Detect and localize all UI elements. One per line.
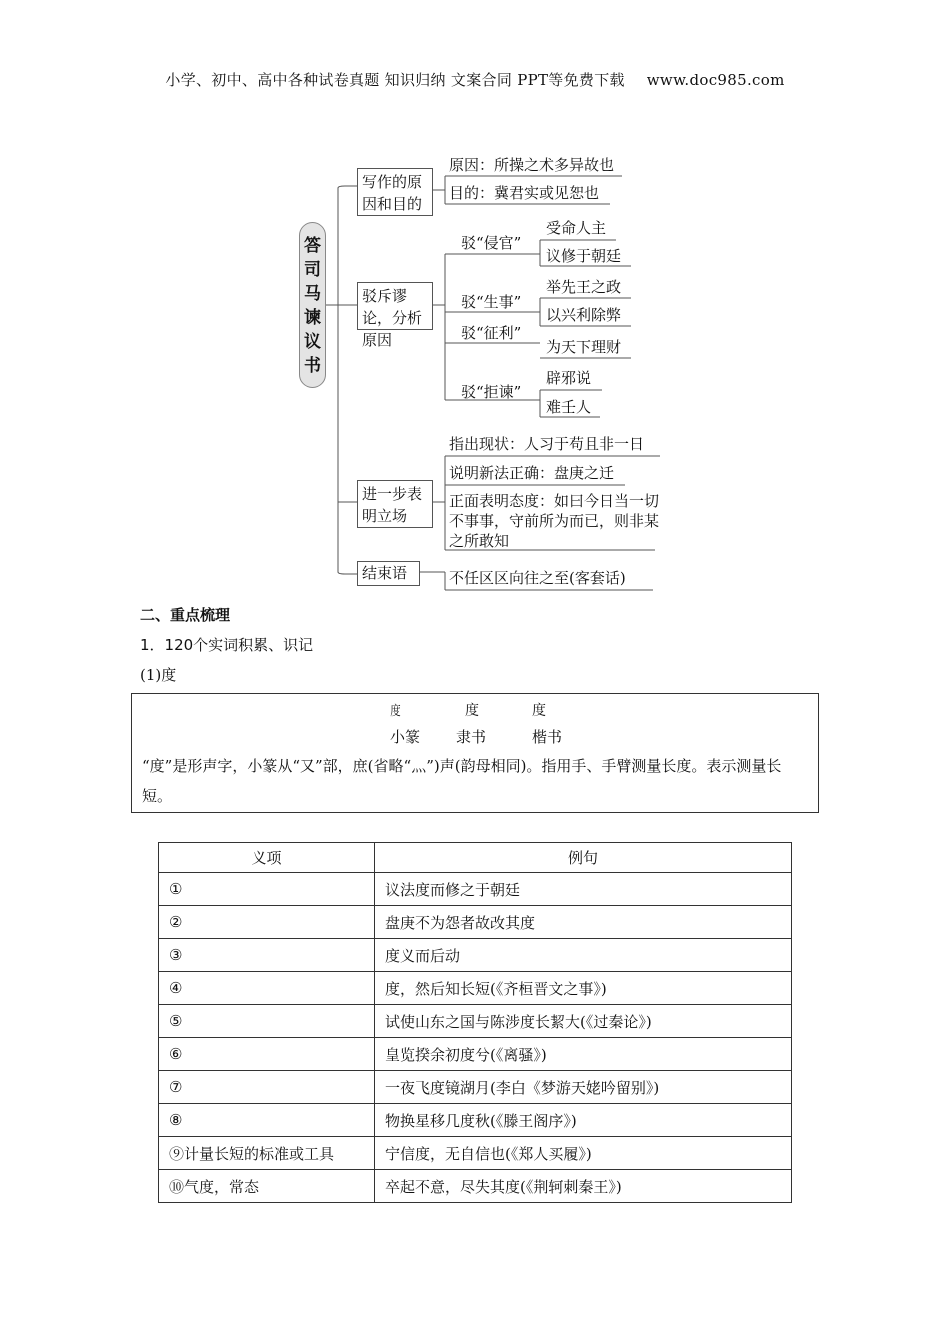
header-meaning: 义项 bbox=[159, 843, 375, 873]
example-cell: 一夜飞度镜湖月(李白《梦游天姥吟留别》) bbox=[375, 1071, 792, 1104]
example-cell: 议法度而修之于朝廷 bbox=[375, 873, 792, 906]
meaning-table bbox=[158, 842, 792, 1203]
example-cell: 度，然后知长短(《齐桓晋文之事》) bbox=[375, 972, 792, 1005]
style-regular: 楷书 bbox=[532, 728, 563, 746]
table-row bbox=[159, 939, 792, 972]
sub-shengshi: 驳“生事” bbox=[461, 293, 522, 311]
leaf-kehua: 不任区区向往之至(客套话) bbox=[449, 569, 626, 587]
style-seal: 小篆 bbox=[390, 728, 421, 746]
etymology-description: “度”是形声字，小篆从“又”部，庶(省略“灬”)声(韵母相同)。指用手、手臂测量长度。表示测量长短。 bbox=[142, 757, 782, 805]
style-clerical: 隶书 bbox=[456, 728, 487, 746]
meaning-cell: ⑧ bbox=[159, 1104, 375, 1137]
table-row bbox=[159, 906, 792, 939]
root-char: 谏 bbox=[304, 308, 321, 328]
example-cell: 卒起不意，尽失其度(《荆轲刺秦王》) bbox=[375, 1170, 792, 1203]
leaf-nanren: 难壬人 bbox=[546, 398, 592, 416]
leaf-juxian: 举先王之政 bbox=[546, 278, 622, 296]
example-cell: 皇览揆余初度兮(《离骚》) bbox=[375, 1038, 792, 1071]
table-row bbox=[159, 1038, 792, 1071]
root-char: 答 bbox=[304, 236, 321, 256]
example-cell: 盘庚不为怨者故改其度 bbox=[375, 906, 792, 939]
example-cell: 物换星移几度秋(《滕王阁序》) bbox=[375, 1104, 792, 1137]
example-cell: 度义而后动 bbox=[375, 939, 792, 972]
leaf-pixie: 辟邪说 bbox=[546, 369, 592, 387]
branch-position: 进一步表明立场 bbox=[357, 480, 433, 528]
table-row bbox=[159, 1137, 792, 1170]
meaning-cell: ⑨计量长短的标准或工具 bbox=[159, 1137, 375, 1170]
meaning-cell: ② bbox=[159, 906, 375, 939]
header-example: 例句 bbox=[375, 843, 792, 873]
leaf-xingli: 以兴利除弊 bbox=[546, 306, 622, 324]
sub-zhengli: 驳“征利” bbox=[461, 324, 522, 342]
leaf-xianzhuang: 指出现状：人习于苟且非一日 bbox=[449, 435, 645, 453]
branch-purpose: 写作的原因和目的 bbox=[357, 168, 433, 216]
meaning-cell: ① bbox=[159, 873, 375, 906]
meaning-cell: ⑥ bbox=[159, 1038, 375, 1071]
etymology-box bbox=[131, 693, 819, 813]
leaf-licai: 为天下理财 bbox=[546, 338, 622, 356]
meaning-cell: ⑩气度，常态 bbox=[159, 1170, 375, 1203]
root-char: 马 bbox=[304, 284, 321, 304]
example-cell: 试使山东之国与陈涉度长絜大(《过秦论》) bbox=[375, 1005, 792, 1038]
branch-refute: 驳斥谬论，分析原因 bbox=[357, 282, 433, 330]
meaning-cell: ④ bbox=[159, 972, 375, 1005]
glyph-clerical: 度 bbox=[465, 703, 479, 719]
table-header-row bbox=[159, 843, 792, 873]
root-char: 书 bbox=[304, 356, 321, 376]
glyph-row bbox=[132, 700, 818, 720]
header-url: www.doc985.com bbox=[646, 71, 785, 89]
section-title: 二、重点梳理 bbox=[140, 606, 231, 624]
sub-qinguan: 驳“侵官” bbox=[461, 234, 522, 252]
sub-jujian: 驳“拒谏” bbox=[461, 383, 522, 401]
table-row bbox=[159, 1005, 792, 1038]
mind-map-root bbox=[299, 222, 326, 388]
leaf-xinfa: 说明新法正确：盘庚之迁 bbox=[449, 464, 615, 482]
glyph-regular: 度 bbox=[532, 703, 546, 719]
leaf-reason: 原因：所操之术多异故也 bbox=[449, 156, 615, 174]
leaf-taidu: 正面表明态度：如曰今日当一切不事事，守前所为而已，则非某之所敢知 bbox=[449, 492, 660, 550]
glyph-seal: 度 bbox=[390, 704, 401, 719]
table-row bbox=[159, 972, 792, 1005]
leaf-shouming: 受命人主 bbox=[546, 219, 607, 237]
table-row bbox=[159, 873, 792, 906]
section-subtitle: 1．120个实词积累、识记 bbox=[140, 636, 314, 654]
meaning-cell: ⑤ bbox=[159, 1005, 375, 1038]
mind-map bbox=[0, 0, 950, 600]
header-text: 小学、初中、高中各种试卷真题 知识归纳 文案合同 PPT等免费下载 bbox=[165, 71, 625, 89]
meaning-cell: ③ bbox=[159, 939, 375, 972]
table-row bbox=[159, 1104, 792, 1137]
root-char: 议 bbox=[304, 332, 321, 352]
example-cell: 宁信度，无自信也(《郑人买履》) bbox=[375, 1137, 792, 1170]
branch-conclusion: 结束语 bbox=[357, 561, 420, 586]
leaf-aim: 目的：冀君实或见恕也 bbox=[449, 184, 600, 202]
meaning-cell: ⑦ bbox=[159, 1071, 375, 1104]
leaf-yixiu: 议修于朝廷 bbox=[546, 247, 622, 265]
root-char: 司 bbox=[304, 260, 321, 280]
table-row bbox=[159, 1170, 792, 1203]
section-item: (1)度 bbox=[140, 666, 177, 684]
table-row bbox=[159, 1071, 792, 1104]
